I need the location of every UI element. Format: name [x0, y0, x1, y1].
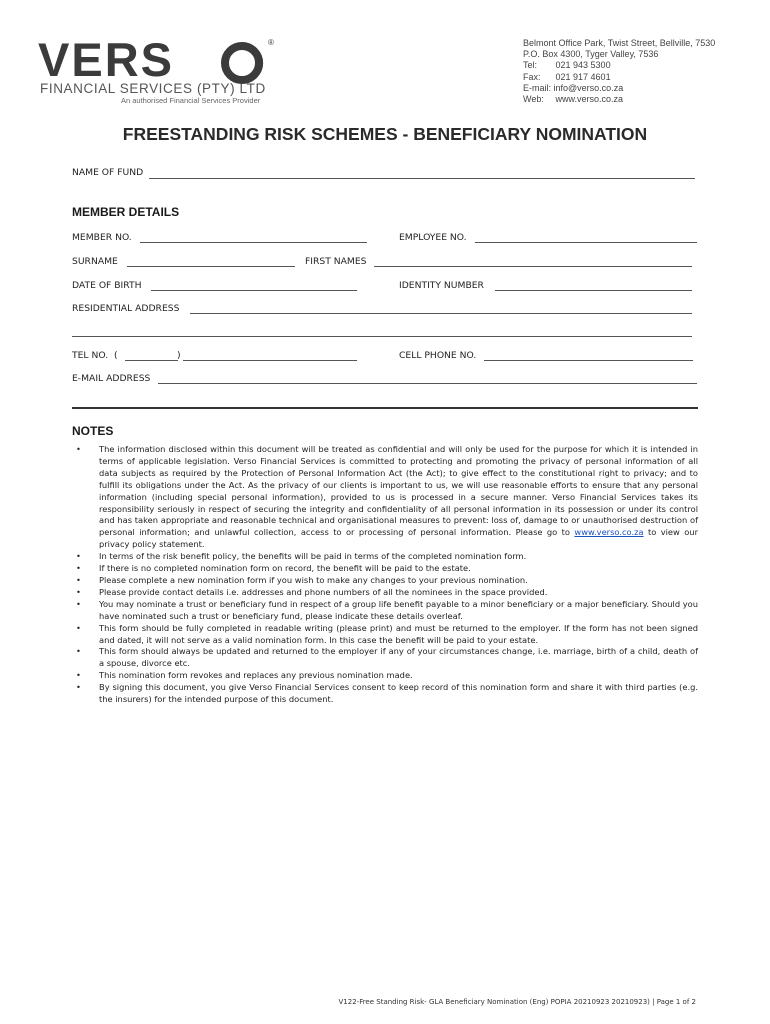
note-item: • The information disclosed within this document will be treated as confidential and will only be used for the purpose for which it is intended in terms of applicable legislation. Verso Financial Services is committed to protecting and promoting the privacy of personal information of all data subjects as required by the Protection of Personal Information Act (the Act); to give effect to the constitutional right to privacy; and to fulfill its obligations under the Act. As the privacy of our clients is important to us, we will use reasonable efforts to ensure that any personal information (including special personal information), provided to us is processed in a secure manner. Verso Financial Services takes its responsibility seriously in respect of securing the integrity and confidentiality of all personal information in its possession or under its control and has taken appropriate and reasonable technical and organisational measures to prevent: loss of, damage to or unauthorised destruction of personal information; and unlawful collection, access to or processing of personal information. Please go to www.verso.co.za to view our privacy policy statement. — [72, 444, 698, 551]
logo-ring-icon — [221, 42, 269, 84]
note-item: • This form should be fully completed in readable writing (please print) and must be returned to the employer. If the form has not been signed and dated, it will not serve as a valid nomination form. In this case the benefit will be paid to your estate. — [72, 623, 698, 647]
email-label: E-MAIL ADDRESS — [72, 373, 151, 384]
tel-number-field[interactable] — [183, 360, 357, 361]
first-names-label: FIRST NAMES — [305, 256, 367, 267]
tel-row: Tel: 021 943 5300 — [523, 60, 611, 71]
address-line-2: P.O. Box 4300, Tyger Valley, 7536 — [523, 49, 659, 60]
note-item: • If there is no completed nomination form on record, the benefit will be paid to the estate. — [72, 563, 698, 575]
note-item: • In terms of the risk benefit policy, the benefits will be paid in terms of the completed nomination form. — [72, 551, 698, 563]
note-item: • Please provide contact details i.e. addresses and phone numbers of all the nominees in the space provided. — [72, 587, 698, 599]
tel-area-code-field[interactable] — [125, 360, 178, 361]
id-number-label: IDENTITY NUMBER — [399, 280, 484, 291]
note-item: • You may nominate a trust or beneficiary fund in respect of a group life benefit payable to a minor beneficiary or a major beneficiary. Should you have nominated such a trust or beneficiary fund, please indicate these details overleaf. — [72, 599, 698, 623]
tel-close-bracket: ) — [177, 350, 181, 361]
employee-no-field[interactable] — [475, 242, 697, 243]
dob-field[interactable] — [151, 290, 357, 291]
email-field[interactable] — [158, 383, 697, 384]
web-row: Web: www.verso.co.za — [523, 94, 624, 105]
note-item: • Please complete a new nomination form if you wish to make any changes to your previous nomination. — [72, 575, 698, 587]
first-names-field[interactable] — [374, 266, 692, 267]
section-divider — [72, 407, 698, 409]
address-label: RESIDENTIAL ADDRESS — [72, 303, 180, 314]
note-item: • By signing this document, you give Verso Financial Services consent to keep record of this nomination form and share it with third parties (e.g. the insurers) for the intended purpose of this document. — [72, 682, 698, 706]
logo-wordmark: VERS — [38, 33, 174, 86]
address-field-line-1[interactable] — [190, 313, 692, 314]
dob-label: DATE OF BIRTH — [72, 280, 142, 291]
fund-name-field[interactable] — [149, 178, 695, 179]
address-line-1: Belmont Office Park, Twist Street, Bellville, 7530 — [523, 38, 716, 48]
registered-mark: ® — [268, 38, 274, 47]
member-no-field[interactable] — [140, 242, 367, 243]
fax-row: Fax: 021 917 4601 — [523, 71, 611, 82]
cell-field[interactable] — [484, 360, 693, 361]
notes-list — [72, 444, 698, 706]
email-row: E-mail: info@verso.co.za — [523, 82, 624, 93]
address-field-line-2[interactable] — [72, 336, 692, 337]
member-no-label: MEMBER NO. — [72, 232, 132, 243]
surname-field[interactable] — [127, 266, 295, 267]
note-item: • This nomination form revokes and replaces any previous nomination made. — [72, 670, 698, 682]
page-footer: V122-Free Standing Risk- GLA Beneficiary Nomination (Eng) POPIA 20210923 20210923) | Page 1 of 2 — [338, 998, 696, 1006]
note-item: • This form should always be updated and returned to the employer if any of your circumstances change, i.e. marriage, birth of a child, death of a spouse, divorce etc. — [72, 646, 698, 670]
cell-label: CELL PHONE NO. — [399, 350, 477, 361]
tel-label: TEL NO. ( — [72, 350, 118, 361]
member-details-heading: MEMBER DETAILS — [72, 205, 180, 219]
form-title: FREESTANDING RISK SCHEMES - BENEFICIARY NOMINATION — [122, 124, 648, 144]
contact-block — [523, 38, 715, 105]
company-tagline: An authorised Financial Services Provider — [121, 96, 261, 105]
employee-no-label: EMPLOYEE NO. — [399, 232, 467, 243]
privacy-link[interactable]: www.verso.co.za — [574, 527, 644, 538]
notes-heading: NOTES — [72, 424, 114, 438]
fund-name-label: NAME OF FUND — [72, 167, 144, 178]
id-number-field[interactable] — [495, 290, 692, 291]
company-name: FINANCIAL SERVICES (PTY) LTD — [40, 81, 266, 96]
surname-label: SURNAME — [72, 256, 118, 267]
